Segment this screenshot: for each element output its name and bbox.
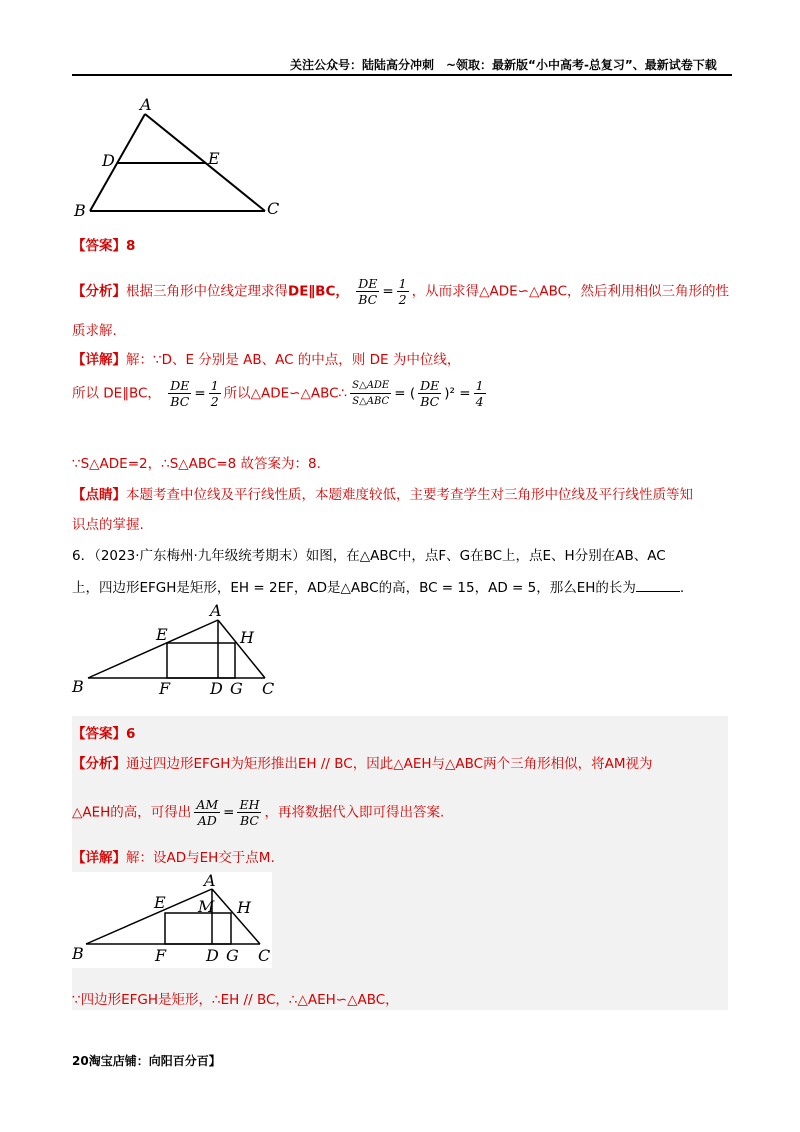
q6-answer: 【答案】6	[72, 726, 136, 742]
header-rule	[72, 74, 732, 76]
label-F: F	[159, 679, 171, 698]
label-G: G	[226, 946, 239, 965]
q5-detail-line1: 【详解】解：∵D、E 分别是 AB、AC 的中点，则 DE 为中位线，	[72, 352, 461, 368]
label-D: D	[206, 946, 219, 965]
q6-detail-line2: ∵四边形EFGH是矩形，∴EH // BC，∴△AEH∽△ABC，	[72, 992, 399, 1008]
q5-analysis-line2: 质求解.	[72, 323, 117, 339]
label-D: D	[102, 151, 115, 170]
triangle-figure-2	[70, 602, 290, 698]
label-M: M	[198, 897, 215, 916]
q6-question-line2: 上，四边形EFGH是矩形，EH = 2EF，AD是△ABC的高，BC = 15，AD = 5，那么EH的长为 .	[72, 580, 685, 596]
q5-comment: 【点睛】本题考查中位线及平行线性质，本题难度较低，主要考查学生对三角形中位线及平行线性质等知	[72, 487, 693, 503]
label-C: C	[258, 946, 271, 965]
q5-comment-line2: 识点的掌握.	[72, 517, 144, 533]
q6-detail-line1: 【详解】解：设AD与EH交于点M.	[72, 850, 275, 866]
q5-analysis: 【分析】根据三角形中位线定理求得DE∥BC， $\frac{DE}{BC}$ = $\frac{1}{2}$ ，从而求得△ADE∽△ABC，然后利用相似三角形的性	[72, 276, 730, 307]
label-H: H	[237, 898, 251, 917]
label-E: E	[156, 625, 168, 644]
q5-detail-line3: ∵S△ADE=2，∴S△ABC=8 故答案为：8.	[72, 456, 321, 472]
q5-detail-line2: 所以 DE∥BC， $\frac{DE}{BC}$ = $\frac{1}{2}$ 所以△ADE∽△ABC∴ $\frac{\text{S△ADE}}{\text{S△ABC}}$ = ( $\frac{DE}{BC}$ )² = $\frac{1}{4}$	[72, 378, 484, 409]
answer-blank	[636, 579, 680, 592]
label-H: H	[240, 628, 254, 647]
q6-analysis-line2: △AEH的高，可得出 $\frac{AM}{AD}$ = $\frac{EH}{BC}$ ，再将数据代入即可得出答案.	[72, 797, 445, 828]
q6-analysis-line1: 【分析】通过四边形EFGH为矩形推出EH // BC，因此△AEH与△ABC两个三角形相似，将AM视为	[72, 756, 653, 772]
label-E: E	[154, 893, 166, 912]
q6-question-line1: 6．（2023·广东梅州·九年级统考期末）如图，在△ABC中，点F、G在BC上，点E、H分别在AB、AC	[72, 548, 666, 564]
label-C: C	[267, 199, 280, 218]
label-B: B	[74, 201, 86, 220]
label-A: A	[210, 602, 222, 620]
label-E: E	[208, 149, 220, 168]
label-A: A	[140, 96, 152, 114]
q5-answer: 【答案】8	[72, 238, 136, 254]
label-A: A	[204, 872, 216, 890]
label-G: G	[230, 679, 243, 698]
label-B: B	[72, 944, 84, 963]
triangle-figure-1	[70, 96, 290, 226]
label-C: C	[262, 679, 275, 698]
triangle-figure-3	[72, 872, 272, 968]
label-D: D	[210, 679, 223, 698]
page-footer: 20淘宝店铺：向阳百分百】	[72, 1054, 221, 1068]
page-header: 关注公众号：陆陆高分冲刺 ~领取：最新版“小中高考-总复习”、最新试卷下载	[290, 58, 717, 72]
label-B: B	[72, 677, 84, 696]
label-F: F	[155, 946, 167, 965]
